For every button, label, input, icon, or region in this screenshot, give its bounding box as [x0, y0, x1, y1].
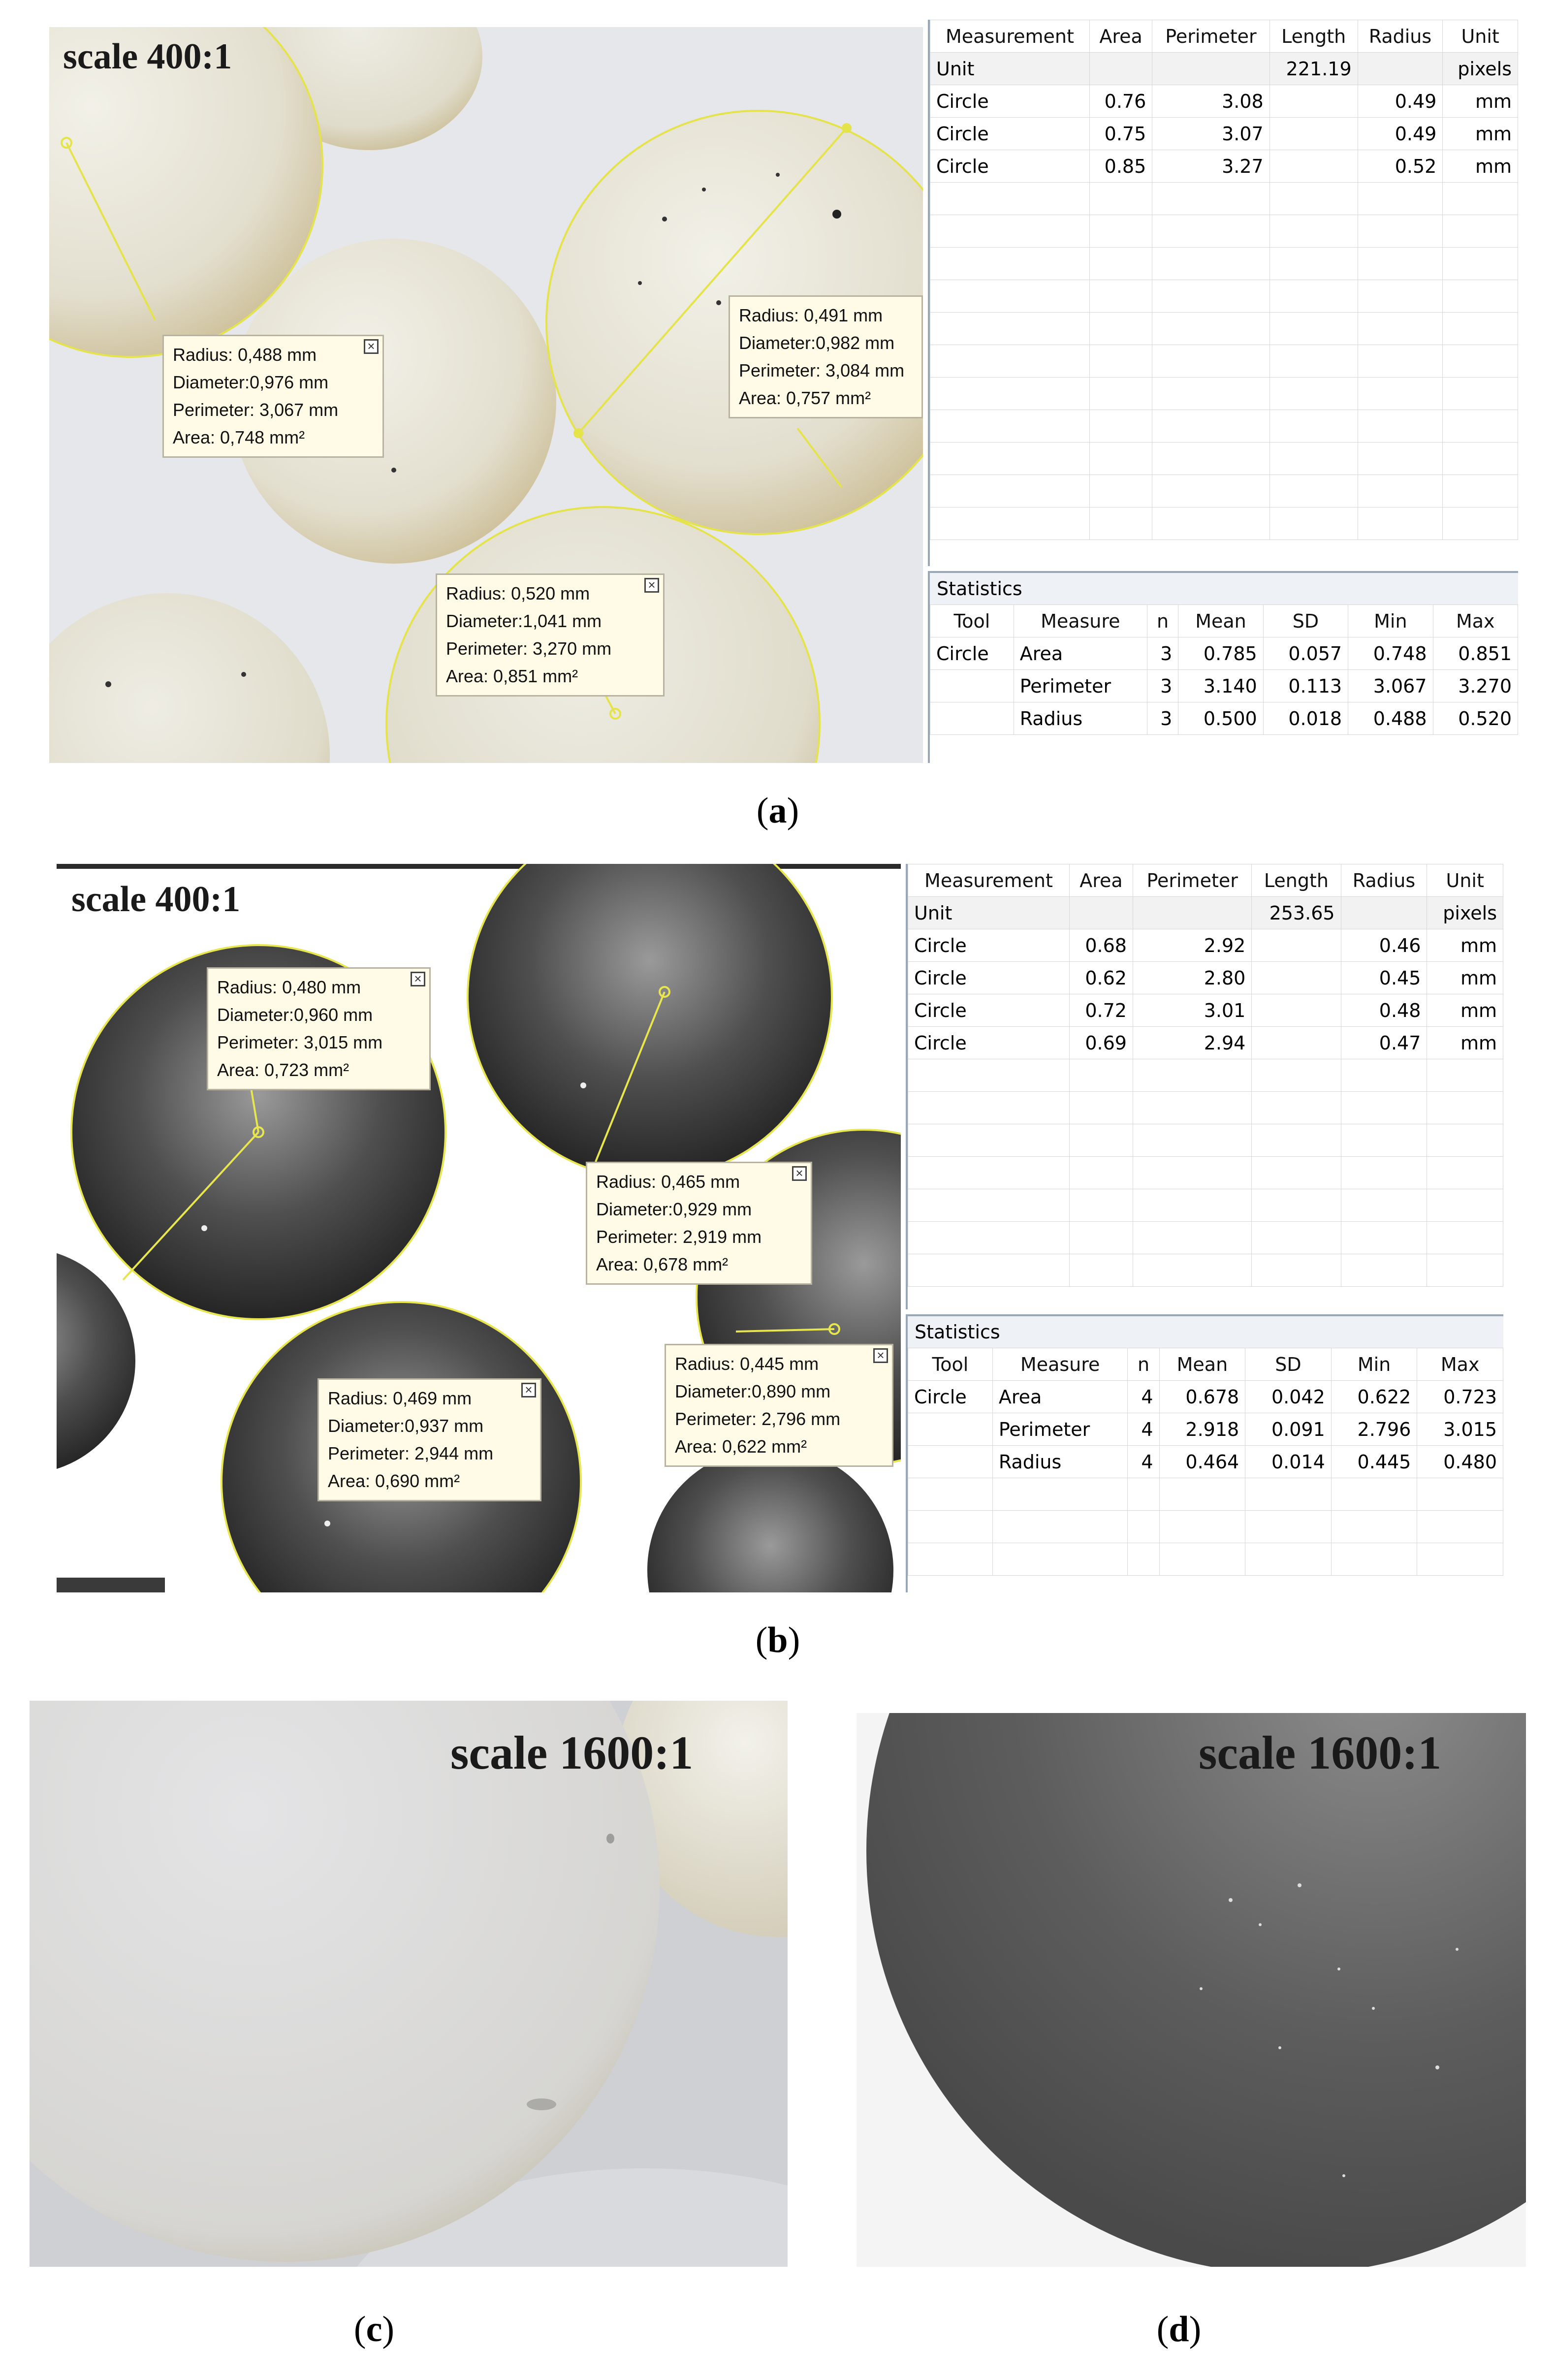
cell: 2.796	[1331, 1413, 1417, 1446]
caption-b: (b)	[755, 1620, 800, 1660]
measurement-callout	[586, 1162, 812, 1285]
cell: 0.445	[1331, 1446, 1417, 1478]
callout-diameter: Diameter:0,982 mm	[739, 333, 895, 353]
callout-area: Area: 0,757 mm²	[739, 388, 871, 408]
unit-row[interactable]	[908, 897, 1503, 929]
cell: 0.75	[1089, 118, 1152, 150]
header-row	[930, 20, 1518, 53]
micrograph-a	[49, 27, 923, 763]
header-row	[908, 1348, 1503, 1381]
empty-row	[930, 443, 1518, 475]
cell: 3.067	[1348, 670, 1433, 702]
callout-radius: Radius: 0,488 mm	[173, 345, 317, 365]
cell: 0.76	[1089, 85, 1152, 118]
statistics-panel-b	[906, 1314, 1503, 1592]
callout-radius: Radius: 0,491 mm	[739, 305, 883, 325]
col-header[interactable]: Area	[1069, 864, 1133, 897]
callout-area: Area: 0,851 mm²	[446, 666, 578, 686]
cell: 3.270	[1433, 670, 1518, 702]
cell: mm	[1427, 929, 1503, 962]
cell: 0.622	[1331, 1381, 1417, 1413]
measurement-callout	[436, 573, 665, 697]
statistics-title: Statistics	[930, 571, 1518, 604]
scale-label: scale 400:1	[63, 36, 232, 77]
col-header[interactable]: Min	[1331, 1348, 1417, 1381]
cell: 3	[1147, 637, 1178, 670]
cell	[1152, 53, 1269, 85]
caption-c: (c)	[353, 2309, 395, 2349]
cell: Circle	[930, 85, 1090, 118]
callout-diameter: Diameter:0,890 mm	[675, 1381, 831, 1401]
cell: Radius	[992, 1446, 1128, 1478]
cell	[930, 670, 1014, 702]
empty-row	[930, 215, 1518, 248]
callout-perimeter: Perimeter: 3,270 mm	[446, 638, 612, 659]
cell: 0.488	[1348, 702, 1433, 735]
col-header[interactable]: Length	[1252, 864, 1341, 897]
cell: pixels	[1427, 897, 1503, 929]
cell: 0.69	[1069, 1027, 1133, 1059]
cell	[1252, 1027, 1341, 1059]
cell	[908, 1446, 993, 1478]
callout-area: Area: 0,678 mm²	[596, 1254, 729, 1274]
close-icon[interactable]: ×	[521, 1383, 536, 1397]
cell: Unit	[908, 897, 1070, 929]
col-header[interactable]: Perimeter	[1152, 20, 1269, 53]
cell: Circle	[908, 929, 1070, 962]
callout-radius: Radius: 0,445 mm	[675, 1354, 819, 1374]
col-header[interactable]: Max	[1417, 1348, 1503, 1381]
table-row[interactable]	[908, 962, 1503, 994]
micrograph-d	[857, 1713, 1526, 2267]
close-icon[interactable]: ×	[644, 578, 659, 593]
measurement-table-a	[928, 20, 1518, 566]
cell: Circle	[930, 637, 1014, 670]
cell: 0.018	[1263, 702, 1348, 735]
cell	[1252, 994, 1341, 1027]
scale-label: scale 400:1	[71, 879, 241, 920]
caption-a: (a)	[756, 791, 799, 831]
col-header[interactable]: Mean	[1159, 1348, 1245, 1381]
cell: 0.014	[1245, 1446, 1332, 1478]
cell: 3.140	[1178, 670, 1263, 702]
empty-row	[930, 508, 1518, 540]
col-header[interactable]: Unit	[1427, 864, 1503, 897]
callout-perimeter: Perimeter: 3,084 mm	[739, 360, 905, 381]
measurement-grid	[930, 20, 1518, 540]
measurement-grid	[908, 864, 1503, 1287]
empty-row	[930, 475, 1518, 508]
callout-diameter: Diameter:1,041 mm	[446, 611, 602, 631]
col-header[interactable]: n	[1128, 1348, 1159, 1381]
caption-d: (d)	[1156, 2309, 1202, 2349]
col-header[interactable]: Tool	[930, 605, 1014, 637]
cell: 0.46	[1341, 929, 1427, 962]
empty-row	[908, 1059, 1503, 1092]
empty-row	[930, 378, 1518, 410]
cell: mm	[1443, 150, 1518, 183]
cell: 0.68	[1069, 929, 1133, 962]
empty-row	[908, 1157, 1503, 1189]
col-header[interactable]: Radius	[1341, 864, 1427, 897]
cell: Circle	[908, 1381, 993, 1413]
cell: 2.94	[1133, 1027, 1251, 1059]
cell	[930, 702, 1014, 735]
cell	[1269, 118, 1358, 150]
cell: 3.01	[1133, 994, 1251, 1027]
col-header[interactable]: Unit	[1443, 20, 1518, 53]
cell: 3.27	[1152, 150, 1269, 183]
close-icon[interactable]: ×	[364, 339, 379, 354]
table-row[interactable]	[930, 118, 1518, 150]
table-row[interactable]	[930, 85, 1518, 118]
empty-row	[908, 1254, 1503, 1287]
col-header[interactable]: Min	[1348, 605, 1433, 637]
empty-row	[908, 1092, 1503, 1124]
close-icon[interactable]: ×	[792, 1166, 807, 1181]
close-icon[interactable]: ×	[873, 1348, 888, 1363]
cell: 0.464	[1159, 1446, 1245, 1478]
col-header[interactable]: Radius	[1358, 20, 1443, 53]
cell: Radius	[1014, 702, 1147, 735]
cell: mm	[1443, 85, 1518, 118]
table-row[interactable]	[930, 637, 1518, 670]
cell: Circle	[930, 150, 1090, 183]
table-row[interactable]	[908, 929, 1503, 962]
empty-row	[908, 1543, 1503, 1576]
callout-diameter: Diameter:0,976 mm	[173, 372, 329, 392]
callout-radius: Radius: 0,520 mm	[446, 583, 590, 603]
cell: Circle	[930, 118, 1090, 150]
table-row[interactable]	[930, 670, 1518, 702]
cell: 0.85	[1089, 150, 1152, 183]
callout-radius: Radius: 0,469 mm	[328, 1388, 472, 1408]
cell: Circle	[908, 994, 1070, 1027]
col-header[interactable]: Max	[1433, 605, 1518, 637]
empty-row	[908, 1189, 1503, 1222]
cell: 2.918	[1159, 1413, 1245, 1446]
statistics-panel-a	[928, 571, 1518, 763]
col-header[interactable]: Measure	[992, 1348, 1128, 1381]
callout-area: Area: 0,690 mm²	[328, 1471, 460, 1491]
callout-area: Area: 0,723 mm²	[217, 1060, 349, 1080]
cell: 0.113	[1263, 670, 1348, 702]
cell	[1269, 150, 1358, 183]
cell: 3.08	[1152, 85, 1269, 118]
table-row[interactable]	[908, 1381, 1503, 1413]
cell: 3	[1147, 702, 1178, 735]
empty-row	[908, 1478, 1503, 1511]
empty-row	[930, 280, 1518, 313]
empty-row	[930, 410, 1518, 443]
cell: 0.678	[1159, 1381, 1245, 1413]
measurement-table-b	[906, 864, 1503, 1309]
col-header[interactable]: Measurement	[908, 864, 1070, 897]
cell: 4	[1128, 1381, 1159, 1413]
cell: 0.785	[1178, 637, 1263, 670]
cell: 0.62	[1069, 962, 1133, 994]
col-header[interactable]: n	[1147, 605, 1178, 637]
empty-row	[908, 1222, 1503, 1254]
table-row[interactable]	[930, 150, 1518, 183]
scale-label: scale 1600:1	[450, 1726, 694, 1779]
cell	[1358, 53, 1443, 85]
cell: 4	[1128, 1413, 1159, 1446]
callout-diameter: Diameter:0,937 mm	[328, 1416, 484, 1436]
cell: Area	[1014, 637, 1147, 670]
col-header[interactable]: Measurement	[930, 20, 1090, 53]
cell: Area	[992, 1381, 1128, 1413]
empty-row	[930, 183, 1518, 215]
cell: 0.480	[1417, 1446, 1503, 1478]
col-header[interactable]: Measure	[1014, 605, 1147, 637]
micrograph-b	[57, 864, 901, 1592]
cell: Circle	[908, 1027, 1070, 1059]
cell: Unit	[930, 53, 1090, 85]
cell: pixels	[1443, 53, 1518, 85]
cell: Perimeter	[1014, 670, 1147, 702]
cell	[1252, 929, 1341, 962]
callout-perimeter: Perimeter: 2,919 mm	[596, 1227, 762, 1247]
header-row	[930, 605, 1518, 637]
callout-diameter: Diameter:0,960 mm	[217, 1005, 373, 1025]
table-row[interactable]	[908, 1413, 1503, 1446]
cell: 0.49	[1358, 85, 1443, 118]
callout-area: Area: 0,748 mm²	[173, 427, 305, 447]
callout-area: Area: 0,622 mm²	[675, 1436, 807, 1457]
cell: 0.520	[1433, 702, 1518, 735]
table-row[interactable]	[908, 1446, 1503, 1478]
empty-row	[908, 1124, 1503, 1157]
cell: 0.851	[1433, 637, 1518, 670]
empty-row	[908, 1511, 1503, 1543]
cell: 0.748	[1348, 637, 1433, 670]
cell	[1133, 897, 1251, 929]
cell: 0.49	[1358, 118, 1443, 150]
cell: 0.45	[1341, 962, 1427, 994]
cell: 221.19	[1269, 53, 1358, 85]
cell: 4	[1128, 1446, 1159, 1478]
statistics-grid	[930, 604, 1518, 735]
col-header[interactable]: Mean	[1178, 605, 1263, 637]
cell: 3	[1147, 670, 1178, 702]
col-header[interactable]: Length	[1269, 20, 1358, 53]
col-header[interactable]: SD	[1263, 605, 1348, 637]
cell	[1269, 85, 1358, 118]
close-icon[interactable]: ×	[411, 972, 425, 986]
cell: 0.723	[1417, 1381, 1503, 1413]
measurement-callout	[665, 1344, 893, 1467]
statistics-grid	[908, 1348, 1503, 1576]
cell: 0.042	[1245, 1381, 1332, 1413]
cell: 0.48	[1341, 994, 1427, 1027]
callout-radius: Radius: 0,480 mm	[217, 977, 361, 997]
cell	[1089, 53, 1152, 85]
cell: 3.07	[1152, 118, 1269, 150]
cell: 2.80	[1133, 962, 1251, 994]
micrograph-c	[30, 1701, 788, 2267]
cell: 0.057	[1263, 637, 1348, 670]
col-header[interactable]: SD	[1245, 1348, 1332, 1381]
cell: 0.52	[1358, 150, 1443, 183]
cell: 0.47	[1341, 1027, 1427, 1059]
table-row[interactable]	[908, 994, 1503, 1027]
cell: mm	[1427, 962, 1503, 994]
callout-perimeter: Perimeter: 2,796 mm	[675, 1409, 841, 1429]
cell: 253.65	[1252, 897, 1341, 929]
empty-row	[930, 345, 1518, 378]
statistics-title: Statistics	[908, 1314, 1503, 1348]
callout-diameter: Diameter:0,929 mm	[596, 1199, 752, 1219]
table-row[interactable]	[908, 1027, 1503, 1059]
empty-row	[930, 313, 1518, 345]
empty-row	[930, 248, 1518, 280]
cell: mm	[1443, 118, 1518, 150]
unit-row[interactable]	[930, 53, 1518, 85]
scale-label: scale 1600:1	[1199, 1726, 1442, 1779]
cell: Perimeter	[992, 1413, 1128, 1446]
measurement-callout	[162, 335, 384, 458]
col-header[interactable]: Area	[1089, 20, 1152, 53]
col-header[interactable]: Tool	[908, 1348, 993, 1381]
callout-perimeter: Perimeter: 3,015 mm	[217, 1032, 383, 1052]
cell	[1069, 897, 1133, 929]
cell: mm	[1427, 994, 1503, 1027]
measurement-callout	[317, 1378, 541, 1501]
cell	[908, 1413, 993, 1446]
cell: Circle	[908, 962, 1070, 994]
cell: 0.500	[1178, 702, 1263, 735]
measurement-callout	[207, 967, 431, 1090]
cell	[1341, 897, 1427, 929]
cell: 3.015	[1417, 1413, 1503, 1446]
cell	[1252, 962, 1341, 994]
cell: 2.92	[1133, 929, 1251, 962]
cell: mm	[1427, 1027, 1503, 1059]
cell: 0.72	[1069, 994, 1133, 1027]
cell: 0.091	[1245, 1413, 1332, 1446]
callout-radius: Radius: 0,465 mm	[596, 1172, 740, 1192]
callout-perimeter: Perimeter: 2,944 mm	[328, 1443, 494, 1463]
header-row	[908, 864, 1503, 897]
callout-perimeter: Perimeter: 3,067 mm	[173, 400, 339, 420]
measurement-callout	[729, 295, 923, 418]
col-header[interactable]: Perimeter	[1133, 864, 1251, 897]
table-row[interactable]	[930, 702, 1518, 735]
